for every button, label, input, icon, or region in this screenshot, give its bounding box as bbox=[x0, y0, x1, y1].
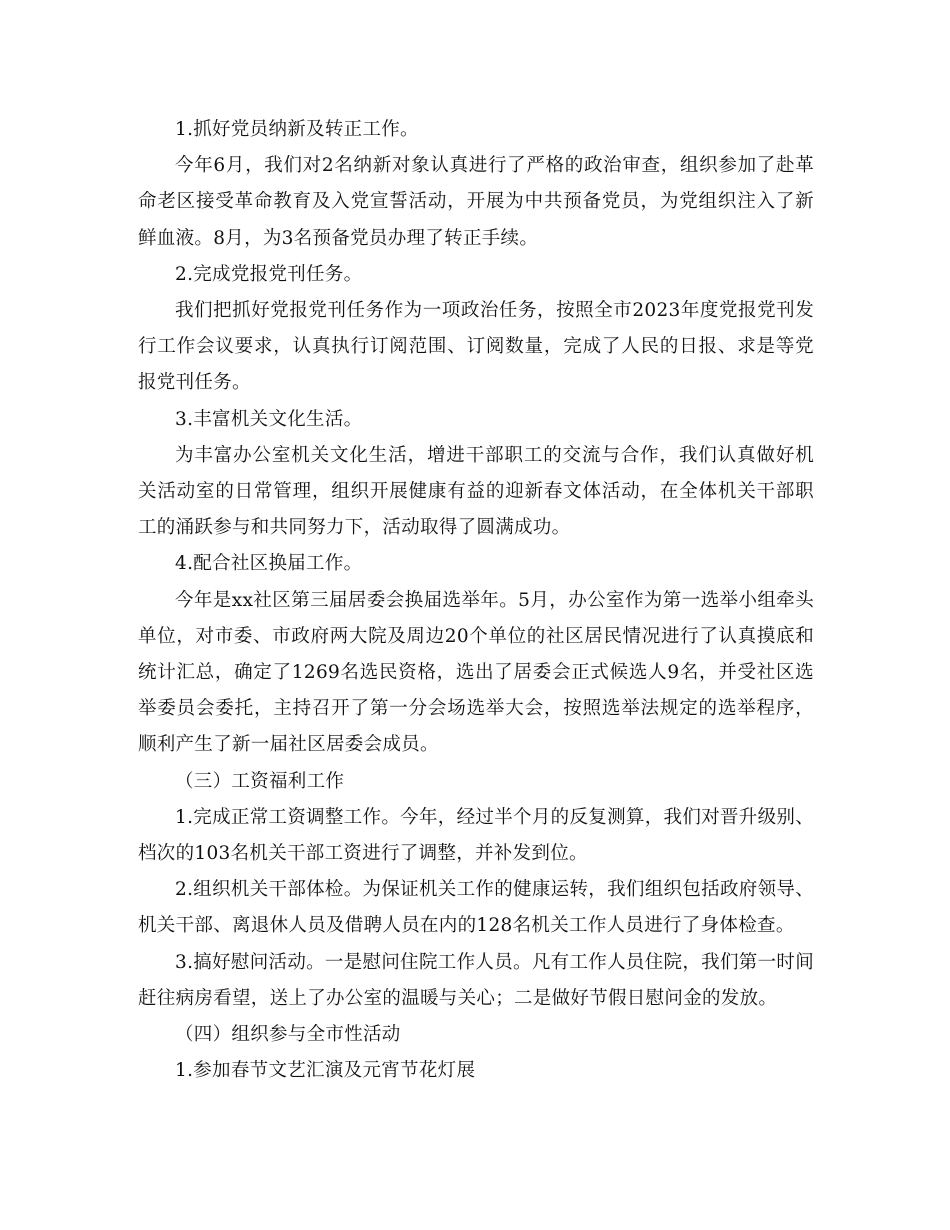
document-body bbox=[138, 112, 814, 1089]
paragraph-condolence-visits: 3.搞好慰问活动。一是慰问住院工作人员。凡有工作人员住院，我们第一时间赶往病房看望，送上了办公室的温暖与关心；二是做好节假日慰问金的发放。 bbox=[138, 951, 814, 1009]
paragraph-community-election: 今年是xx社区第三届居委会换届选举年。5月，办公室作为第一选举小组牵头单位，对市委、市政府两大院及周边20个单位的社区居民情况进行了认真摸底和统计汇总，确定了1269名选民资格，选出了居委会正式候选人9名，并受社区选举委员会委托，主持召开了第一分会场选举大会，按照选举法规定的选举程序，顺利产生了新一届社区居委会成员。 bbox=[138, 589, 814, 756]
paragraph-culture-life: 为丰富办公室机关文化生活，增进干部职工的交流与合作，我们认真做好机关活动室的日常管理，组织开展健康有益的迎新春文体活动，在全体机关干部职工的涌跃参与和共同努力下，活动取得了圆满成功。 bbox=[138, 444, 814, 539]
heading-party-membership: 1.抓好党员纳新及转正工作。 bbox=[175, 119, 419, 140]
paragraph-party-newspapers: 我们把抓好党报党刊任务作为一项政治任务，按照全市2023年度党报党刊发行工作会议要求，认真执行订阅范围、订阅数量，完成了人民的日报、求是等党报党刊任务。 bbox=[138, 300, 814, 394]
heading-spring-festival-gala: 1.参加春节文艺汇演及元宵节花灯展 bbox=[175, 1060, 476, 1082]
paragraph-party-membership: 今年6月，我们对2名纳新对象认真进行了严格的政治审查，组织参加了赴革命老区接受革命教育及入党宣誓活动，开展为中共预备党员，为党组织注入了新鲜血液。8月，为3名预备党员办理了转正手续。 bbox=[138, 155, 814, 249]
paragraph-health-check: 2.组织机关干部体检。为保证机关工作的健康运转，我们组织包括政府领导、机关干部、离退休人员及借聘人员在内的128名机关工作人员进行了身体检查。 bbox=[138, 879, 814, 937]
paragraph-salary-adjustment: 1.完成正常工资调整工作。今年，经过半个月的反复测算，我们对晋升级别、档次的103名机关干部工资进行了调整，并补发到位。 bbox=[138, 806, 814, 865]
section-heading-salary-welfare: （三）工资福利工作 bbox=[175, 770, 345, 792]
heading-culture-life: 3.丰富机关文化生活。 bbox=[175, 408, 363, 430]
section-heading-citywide-activities: （四）组织参与全市性活动 bbox=[175, 1024, 401, 1046]
heading-community-election: 4.配合社区换届工作。 bbox=[175, 553, 363, 575]
heading-party-newspapers: 2.完成党报党刊任务。 bbox=[175, 263, 363, 285]
